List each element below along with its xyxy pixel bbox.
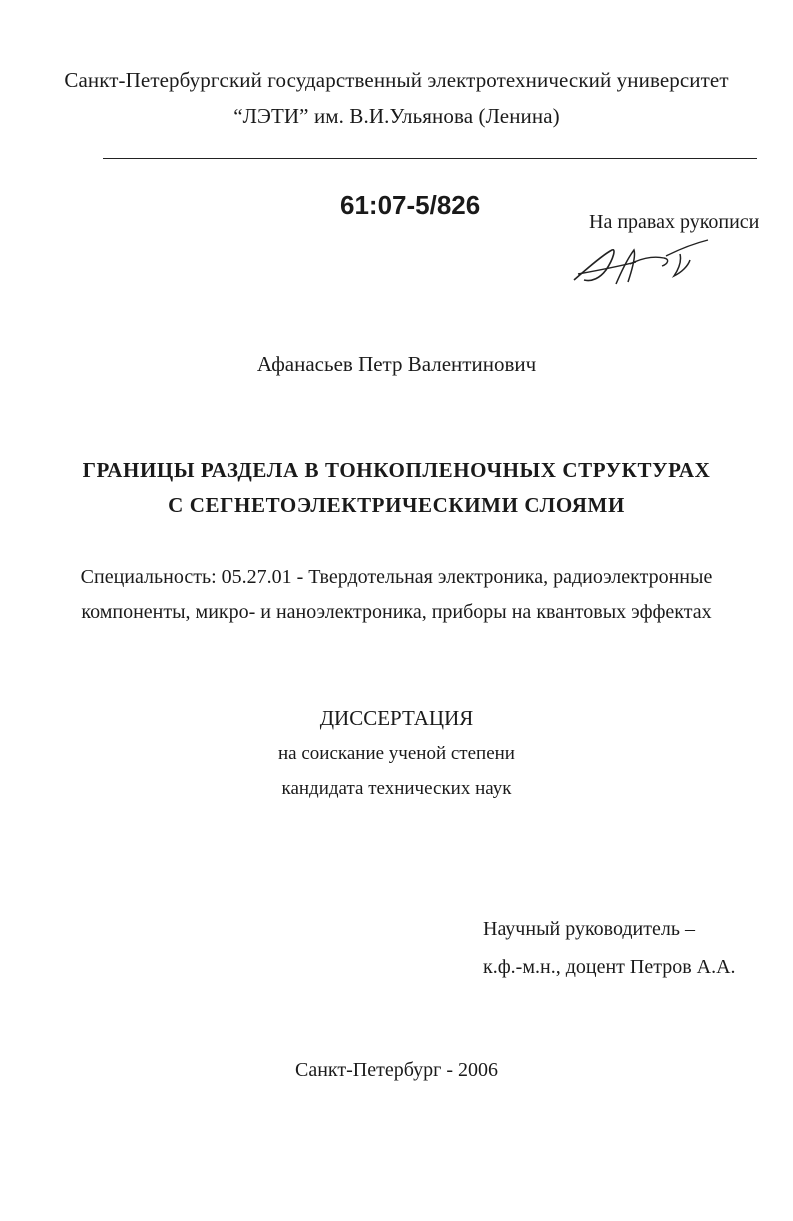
handwritten-signature [570,236,720,296]
archive-code: 61:07-5/826 [340,190,481,220]
degree-line-2: кандидата технических наук [281,778,512,799]
city-year: Санкт-Петербург - 2006 [295,1059,498,1081]
specialty-line-2: компоненты, микро- и наноэлектроника, приборы на квантовых эффектах [81,601,712,623]
author-name: Афанасьев Петр Валентинович [256,352,537,376]
university-name: Санкт-Петербургский государственный электротехнический университет [64,68,729,92]
thesis-title-line-2: С СЕГНЕТОЭЛЕКТРИЧЕСКИМИ СЛОЯМИ [168,493,625,517]
university-subname: “ЛЭТИ” им. В.И.Ульянова (Ленина) [233,104,560,128]
rights-note: На правах рукописи [589,211,760,233]
degree-line-1: на соискание ученой степени [278,743,515,764]
header-divider [103,158,757,159]
specialty-line-1: Специальность: 05.27.01 - Твердотельная электроника, радиоэлектронные [80,566,713,588]
supervisor-name: к.ф.-м.н., доцент Петров А.А. [483,956,736,978]
document-type: ДИССЕРТАЦИЯ [319,706,474,730]
thesis-title-line-1: ГРАНИЦЫ РАЗДЕЛА В ТОНКОПЛЕНОЧНЫХ СТРУКТУРАХ [82,458,711,482]
supervisor-label: Научный руководитель – [483,918,695,940]
